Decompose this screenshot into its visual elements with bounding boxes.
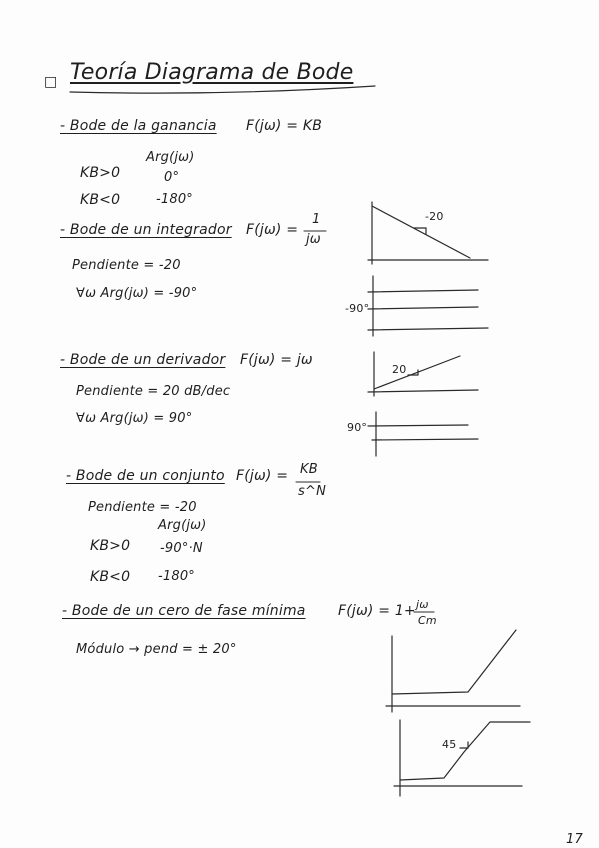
formula-ganancia: F(jω) = KB bbox=[246, 118, 323, 134]
value-conjunto-neg: -180° bbox=[158, 569, 196, 584]
graph-label-cero-phase: 45 bbox=[442, 738, 457, 751]
derivador-phase-plot bbox=[368, 412, 478, 456]
formula-conjunto-den: s^N bbox=[298, 484, 326, 499]
graph-label-integrador-phase: -90° bbox=[345, 302, 370, 315]
formula-derivador: F(jω) = jω bbox=[240, 352, 313, 368]
formula-cero-lhs: F(jω) = 1+ bbox=[338, 603, 416, 619]
arg-derivador: ∀ω Arg(jω) = 90° bbox=[76, 411, 193, 426]
title-checkbox: □ bbox=[44, 74, 58, 90]
formula-conjunto-lhs: F(jω) = bbox=[236, 468, 289, 484]
modulo-cero: Módulo → pend = ± 20° bbox=[76, 642, 237, 657]
heading-conjunto: - Bode de un conjunto bbox=[66, 468, 225, 484]
integrador-magnitude-plot bbox=[368, 202, 488, 264]
pendiente-integrador: Pendiente = -20 bbox=[72, 258, 181, 273]
pendiente-conjunto: Pendiente = -20 bbox=[88, 500, 197, 515]
heading-ganancia: - Bode de la ganancia bbox=[60, 118, 217, 134]
graph-label-derivador-slope: 20 bbox=[392, 363, 407, 376]
formula-cero-den: Cm bbox=[418, 614, 437, 627]
cond-conjunto-pos: KB>0 bbox=[90, 538, 131, 554]
integrador-phase-plot bbox=[368, 276, 488, 336]
arg-header-conjunto: Arg(jω) bbox=[158, 518, 207, 533]
value-kb-pos: 0° bbox=[164, 170, 180, 185]
heading-derivador: - Bode de un derivador bbox=[60, 352, 226, 368]
formula-integrador-num: 1 bbox=[312, 212, 321, 227]
page-title: Teoría Diagrama de Bode bbox=[70, 60, 354, 85]
formula-conjunto-num: KB bbox=[300, 462, 318, 477]
graph-label-derivador-phase: 90° bbox=[347, 421, 368, 434]
graph-label-integrador-slope: -20 bbox=[425, 210, 444, 223]
pendiente-derivador: Pendiente = 20 dB/dec bbox=[76, 384, 231, 399]
heading-cero: - Bode de un cero de fase mínima bbox=[62, 603, 306, 619]
cond-kb-neg: KB<0 bbox=[80, 192, 121, 208]
formula-integrador-lhs: F(jω) = bbox=[246, 222, 299, 238]
cero-phase-plot bbox=[394, 720, 530, 796]
arg-integrador: ∀ω Arg(jω) = -90° bbox=[76, 286, 198, 301]
value-kb-neg: -180° bbox=[156, 192, 194, 207]
formula-integrador-den: jω bbox=[306, 232, 321, 247]
page-number: 17 bbox=[566, 832, 583, 847]
derivador-magnitude-plot bbox=[368, 352, 478, 396]
title-underline bbox=[70, 86, 375, 93]
cero-magnitude-plot bbox=[386, 630, 520, 712]
heading-integrador: - Bode de un integrador bbox=[60, 222, 232, 238]
cond-conjunto-neg: KB<0 bbox=[90, 569, 131, 585]
value-conjunto-pos: -90°·N bbox=[160, 541, 203, 556]
cond-kb-pos: KB>0 bbox=[80, 165, 121, 181]
arg-header-ganancia: Arg(jω) bbox=[146, 150, 195, 165]
formula-cero-num: jω bbox=[416, 598, 429, 611]
